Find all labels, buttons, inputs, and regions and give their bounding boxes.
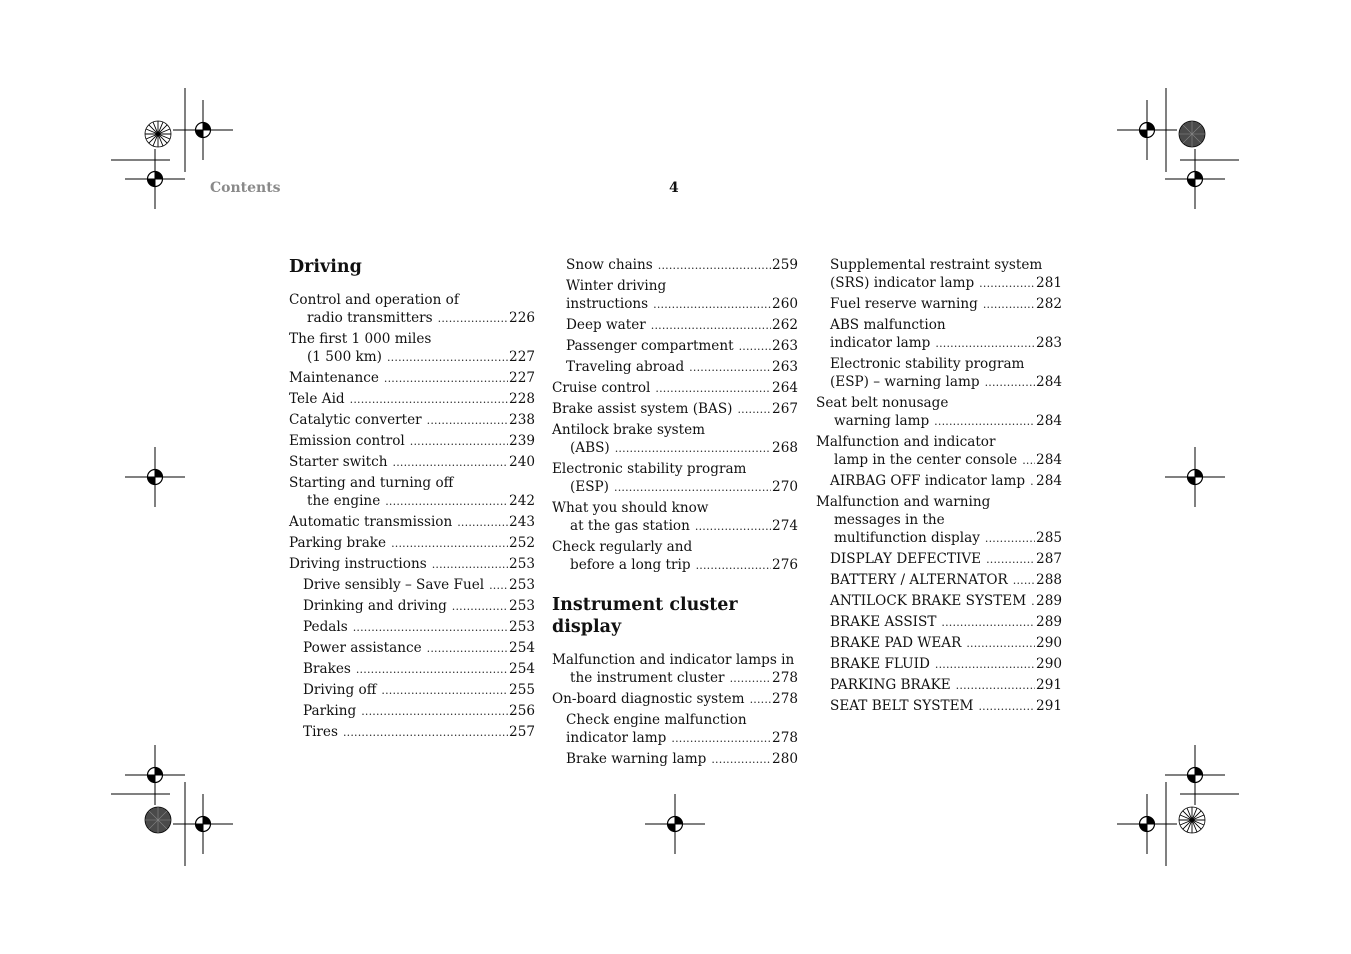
- toc-entry-text: (ESP): [570, 479, 609, 495]
- toc-entry-line: [289, 492, 535, 511]
- toc-entry-text: Malfunction and indicator lamps in: [552, 652, 795, 668]
- dot-leader: [737, 401, 771, 419]
- toc-entry-text: ABS malfunction: [830, 317, 946, 333]
- toc-page-number: 288: [1036, 572, 1062, 588]
- toc-page-number: 289: [1036, 593, 1062, 609]
- toc-entry-text: Parking: [303, 703, 357, 719]
- toc-entry-line: [830, 655, 1062, 674]
- toc-entry-line: [830, 295, 1062, 314]
- toc-entry-line: [289, 348, 535, 367]
- section-heading: Instrument cluster display: [552, 595, 738, 637]
- dot-leader: [941, 614, 1035, 632]
- toc-page-number: 227: [509, 349, 535, 365]
- dot-leader: [438, 310, 508, 328]
- toc-entry: [816, 433, 1062, 470]
- dot-leader: [381, 682, 508, 700]
- toc-entry-line: [289, 453, 535, 472]
- toc-entry: [289, 534, 535, 553]
- toc-entry-text: Check engine malfunction: [566, 712, 747, 728]
- dot-leader: [979, 275, 1035, 293]
- dot-leader: [387, 349, 508, 367]
- toc-entry-text: Deep water: [566, 317, 646, 333]
- toc-page-number: 267: [772, 401, 798, 417]
- toc-page-number: 278: [772, 670, 798, 686]
- toc-entry: [830, 655, 1062, 674]
- toc-entry-line: [289, 390, 535, 409]
- toc-entry-text: lamp in the center console: [834, 452, 1018, 468]
- toc-entry-line: [830, 274, 1062, 293]
- toc-entry-text: Drinking and driving: [303, 598, 447, 614]
- toc-entry-text: Fuel reserve warning: [830, 296, 978, 312]
- toc-page-number: 274: [772, 518, 798, 534]
- toc-entry-text: Cruise control: [552, 380, 651, 396]
- toc-page-number: 291: [1036, 677, 1062, 693]
- toc-entry-line: [830, 676, 1062, 695]
- toc-entry: [566, 358, 798, 377]
- toc-page-number: 268: [772, 440, 798, 456]
- toc-entry-text: What you should know: [552, 500, 709, 516]
- toc-entry-text: indicator lamp: [566, 730, 667, 746]
- toc-entry-line: [566, 337, 798, 356]
- dot-leader: [671, 730, 771, 748]
- toc-entry-text: BRAKE PAD WEAR: [830, 635, 962, 651]
- toc-entry: [289, 390, 535, 409]
- dot-leader: [361, 703, 508, 721]
- toc-page-number: 290: [1036, 635, 1062, 651]
- toc-entry-text: (1 500 km): [307, 349, 382, 365]
- toc-entry: [566, 337, 798, 356]
- toc-entry-line: [552, 478, 798, 497]
- dot-leader: [410, 433, 508, 451]
- toc-entry: [830, 697, 1062, 716]
- toc-entry: [289, 453, 535, 472]
- toc-entry-line: [830, 373, 1062, 392]
- toc-entry: [289, 369, 535, 388]
- toc-entry-text: indicator lamp: [830, 335, 931, 351]
- dot-leader: [353, 619, 508, 637]
- toc-entry-text: Brake assist system (BAS): [552, 401, 733, 417]
- toc-page-number: 226: [509, 310, 535, 326]
- dot-leader: [695, 518, 771, 536]
- toc-entry-text: Malfunction and indicator: [816, 434, 996, 450]
- toc-entry-line: [816, 529, 1062, 548]
- toc-entry-text: DISPLAY DEFECTIVE: [830, 551, 982, 567]
- toc-entry: [303, 576, 535, 595]
- toc-entry-text: Starter switch: [289, 454, 388, 470]
- toc-page-number: 254: [509, 661, 535, 677]
- toc-page-number: 253: [509, 598, 535, 614]
- dot-leader: [1031, 593, 1035, 611]
- toc-entry: [830, 592, 1062, 611]
- toc-page-number: 227: [509, 370, 535, 386]
- toc-entry-text: before a long trip: [570, 557, 691, 573]
- dot-leader: [750, 691, 771, 709]
- toc-entry-text: Passenger compartment: [566, 338, 734, 354]
- toc-entry-text: (ABS): [570, 440, 610, 456]
- toc-page-number: 238: [509, 412, 535, 428]
- toc-entry-text: Traveling abroad: [566, 359, 685, 375]
- toc-entry: [289, 513, 535, 532]
- dot-leader: [356, 661, 508, 679]
- toc-entry-text: (SRS) indicator lamp: [830, 275, 975, 291]
- dot-leader: [614, 479, 771, 497]
- toc-entry-line: [552, 517, 798, 536]
- toc-entry-text: Control and operation of: [289, 292, 459, 308]
- toc-entry-text: Power assistance: [303, 640, 422, 656]
- toc-entry-text: Starting and turning off: [289, 475, 454, 491]
- toc-entry-line: [289, 411, 535, 430]
- toc-entry-line: [303, 618, 535, 637]
- toc-entry: [552, 690, 798, 709]
- toc-entry: [566, 750, 798, 769]
- toc-entry-text: Brake warning lamp: [566, 751, 707, 767]
- dot-leader: [1013, 572, 1035, 590]
- dot-leader: [689, 359, 771, 377]
- toc-page-number: 284: [1036, 374, 1062, 390]
- toc-entry: [289, 291, 535, 328]
- toc-page-number: 253: [509, 556, 535, 572]
- dot-leader: [343, 724, 508, 742]
- toc-entry: [303, 723, 535, 742]
- toc-entry-line: [816, 412, 1062, 431]
- dot-leader: [651, 317, 771, 335]
- toc-entry-text: The first 1 000 miles: [289, 331, 432, 347]
- toc-entry-text: AIRBAG OFF indicator lamp: [830, 473, 1026, 489]
- toc-entry-line: [566, 316, 798, 335]
- dot-leader: [489, 577, 508, 595]
- toc-page-number: 284: [1036, 473, 1062, 489]
- dot-leader: [385, 493, 508, 511]
- toc-entry: [816, 493, 1062, 548]
- toc-entry: [303, 618, 535, 637]
- toc-entry-line: [830, 613, 1062, 632]
- toc-entry-line: [303, 639, 535, 658]
- dot-leader: [384, 370, 508, 388]
- toc-page-number: 252: [509, 535, 535, 551]
- dot-leader: [427, 640, 508, 658]
- toc-entry: [552, 460, 798, 497]
- toc-entry-line: [566, 256, 798, 275]
- toc-page-number: 278: [772, 691, 798, 707]
- toc-entry-text: BRAKE ASSIST: [830, 614, 937, 630]
- dot-leader: [956, 677, 1035, 695]
- dot-leader: [934, 413, 1035, 431]
- toc-entry-text: messages in the: [834, 512, 945, 528]
- toc-entry: [830, 256, 1062, 293]
- toc-entry-text: Antilock brake system: [552, 422, 706, 438]
- dot-leader: [983, 296, 1035, 314]
- toc-entry-text: BRAKE FLUID: [830, 656, 930, 672]
- toc-entry: [566, 316, 798, 335]
- dot-leader: [935, 656, 1035, 674]
- toc-entry-line: [552, 400, 798, 419]
- toc-entry: [289, 330, 535, 367]
- toc-entry-text: Snow chains: [566, 257, 653, 273]
- toc-entry: [830, 571, 1062, 590]
- toc-page-number: 282: [1036, 296, 1062, 312]
- page-number: 4: [669, 180, 679, 196]
- toc-entry-text: Pedals: [303, 619, 348, 635]
- toc-column-2: [552, 256, 798, 771]
- toc-page-number: 285: [1036, 530, 1062, 546]
- toc-entry-text: Emission control: [289, 433, 405, 449]
- toc-page-number: 256: [509, 703, 535, 719]
- dot-leader: [427, 412, 508, 430]
- toc-entry: [303, 702, 535, 721]
- dot-leader: [457, 514, 508, 532]
- toc-entry-line: [830, 472, 1062, 491]
- toc-entry: [552, 421, 798, 458]
- dot-leader: [452, 598, 508, 616]
- toc-page-number: 284: [1036, 452, 1062, 468]
- toc-entry: [289, 474, 535, 511]
- dot-leader: [985, 530, 1035, 548]
- toc-entry: [289, 432, 535, 451]
- toc-entry-line: [289, 369, 535, 388]
- toc-entry-line: [303, 660, 535, 679]
- toc-entry: [552, 499, 798, 536]
- toc-entry: [830, 472, 1062, 491]
- toc-entry: [816, 394, 1062, 431]
- toc-page-number: 239: [509, 433, 535, 449]
- dot-leader: [615, 440, 771, 458]
- toc-page-number: 259: [772, 257, 798, 273]
- toc-entry-line: [566, 295, 798, 314]
- toc-page-number: 262: [772, 317, 798, 333]
- toc-page-number: 276: [772, 557, 798, 573]
- toc-page-number: 263: [772, 359, 798, 375]
- toc-page-number: 287: [1036, 551, 1062, 567]
- toc-entry-text: Check regularly and: [552, 539, 693, 555]
- toc-entry-line: [566, 729, 798, 748]
- dot-leader: [350, 391, 508, 409]
- toc-entry: [289, 555, 535, 574]
- toc-entry-text: Winter driving: [566, 278, 667, 294]
- toc-entry-line: [552, 690, 798, 709]
- toc-entry-text: Catalytic converter: [289, 412, 422, 428]
- toc-entry-text: Supplemental restraint system: [830, 257, 1043, 273]
- toc-page-number: 257: [509, 724, 535, 740]
- toc-entry-line: [289, 432, 535, 451]
- toc-page-number: 254: [509, 640, 535, 656]
- toc-entry-line: [303, 597, 535, 616]
- toc-page-number: 253: [509, 619, 535, 635]
- toc-entry-text: Maintenance: [289, 370, 379, 386]
- toc-page-number: 228: [509, 391, 535, 407]
- toc-entry-line: [303, 723, 535, 742]
- toc-entry-line: [830, 634, 1062, 653]
- toc-entry: [303, 597, 535, 616]
- toc-page-number: 243: [509, 514, 535, 530]
- toc-entry-text: Drive sensibly – Save Fuel: [303, 577, 485, 593]
- toc-entry: [830, 355, 1062, 392]
- toc-entry: [566, 277, 798, 314]
- toc-entry-text: Tele Aid: [289, 391, 345, 407]
- toc-entry-line: [816, 451, 1062, 470]
- toc-entry-text: Tires: [303, 724, 338, 740]
- toc-entry: [566, 256, 798, 275]
- toc-entry: [303, 639, 535, 658]
- toc-entry: [830, 295, 1062, 314]
- toc-entry-line: [830, 697, 1062, 716]
- section-heading: Driving: [289, 257, 362, 277]
- dot-leader: [978, 698, 1035, 716]
- toc-entry-text: Parking brake: [289, 535, 387, 551]
- toc-page-number: 290: [1036, 656, 1062, 672]
- toc-page-number: 270: [772, 479, 798, 495]
- toc-entry-text: instructions: [566, 296, 649, 312]
- toc-page-number: 240: [509, 454, 535, 470]
- dot-leader: [391, 535, 508, 553]
- toc-entry-text: multifunction display: [834, 530, 980, 546]
- toc-entry-line: [566, 750, 798, 769]
- dot-leader: [1022, 452, 1035, 470]
- toc-entry-line: [830, 334, 1062, 353]
- toc-entry-line: [303, 681, 535, 700]
- toc-page-number: 255: [509, 682, 535, 698]
- running-header-section: Contents: [210, 180, 281, 196]
- toc-entry-line: [303, 576, 535, 595]
- toc-page-number: 242: [509, 493, 535, 509]
- dot-leader: [696, 557, 771, 575]
- toc-entry-text: PARKING BRAKE: [830, 677, 951, 693]
- dot-leader: [658, 257, 771, 275]
- toc-entry-text: ANTILOCK BRAKE SYSTEM: [830, 593, 1027, 609]
- toc-entry: [303, 660, 535, 679]
- toc-entry-text: radio transmitters: [307, 310, 433, 326]
- toc-entry-line: [289, 309, 535, 328]
- toc-page-number: 280: [772, 751, 798, 767]
- toc-entry: [830, 316, 1062, 353]
- dot-leader: [393, 454, 509, 472]
- toc-entry-text: the instrument cluster: [570, 670, 725, 686]
- toc-entry-line: [830, 571, 1062, 590]
- toc-entry-text: Electronic stability program: [830, 356, 1025, 372]
- toc-entry-line: [830, 592, 1062, 611]
- toc-entry: [566, 711, 798, 748]
- toc-entry-text: BATTERY / ALTERNATOR: [830, 572, 1008, 588]
- dot-leader: [985, 374, 1035, 392]
- toc-page-number: 263: [772, 338, 798, 354]
- toc-page-number: 291: [1036, 698, 1062, 714]
- toc-page-number: 253: [509, 577, 535, 593]
- toc-entry-text: the engine: [307, 493, 381, 509]
- toc-entry: [289, 411, 535, 430]
- toc-page-number: 281: [1036, 275, 1062, 291]
- dot-leader: [653, 296, 771, 314]
- toc-entry: [830, 676, 1062, 695]
- toc-entry: [830, 550, 1062, 569]
- toc-entry-line: [303, 702, 535, 721]
- toc-entry: [552, 651, 798, 688]
- toc-entry-text: Driving off: [303, 682, 377, 698]
- toc-entry-text: at the gas station: [570, 518, 690, 534]
- dot-leader: [655, 380, 771, 398]
- toc-entry: [552, 538, 798, 575]
- toc-entry-text: SEAT BELT SYSTEM: [830, 698, 974, 714]
- toc-entry: [830, 613, 1062, 632]
- toc-entry-line: [552, 556, 798, 575]
- toc-column-3: [816, 256, 1062, 718]
- dot-leader: [935, 335, 1035, 353]
- toc-entry-line: [552, 669, 798, 688]
- toc-entry-text: warning lamp: [834, 413, 930, 429]
- dot-leader: [730, 670, 771, 688]
- toc-page-number: 284: [1036, 413, 1062, 429]
- toc-entry-line: [289, 534, 535, 553]
- toc-page-number: 283: [1036, 335, 1062, 351]
- toc-entry: [830, 634, 1062, 653]
- toc-column-1: [289, 256, 535, 744]
- toc-entry: [552, 400, 798, 419]
- dot-leader: [432, 556, 508, 574]
- toc-entry-text: Electronic stability program: [552, 461, 747, 477]
- toc-entry-line: [552, 439, 798, 458]
- toc-entry: [303, 681, 535, 700]
- toc-entry-text: Seat belt nonusage: [816, 395, 949, 411]
- toc-page-number: 260: [772, 296, 798, 312]
- toc-entry-text: Brakes: [303, 661, 351, 677]
- toc-entry-line: [289, 513, 535, 532]
- toc-page-number: 264: [772, 380, 798, 396]
- toc-entry-text: Automatic transmission: [289, 514, 453, 530]
- toc-entry-text: Malfunction and warning: [816, 494, 991, 510]
- toc-entry-text: (ESP) – warning lamp: [830, 374, 980, 390]
- toc-entry-text: On-board diagnostic system: [552, 691, 745, 707]
- toc-entry-line: [289, 555, 535, 574]
- dot-leader: [739, 338, 771, 356]
- toc-entry-line: [552, 379, 798, 398]
- dot-leader: [966, 635, 1035, 653]
- toc-page-number: 289: [1036, 614, 1062, 630]
- dot-leader: [1030, 473, 1035, 491]
- toc-entry-line: [830, 550, 1062, 569]
- dot-leader: [711, 751, 771, 769]
- toc-entry: [552, 379, 798, 398]
- toc-page-number: 278: [772, 730, 798, 746]
- dot-leader: [986, 551, 1035, 569]
- toc-entry-line: [566, 358, 798, 377]
- toc-entry-text: Driving instructions: [289, 556, 427, 572]
